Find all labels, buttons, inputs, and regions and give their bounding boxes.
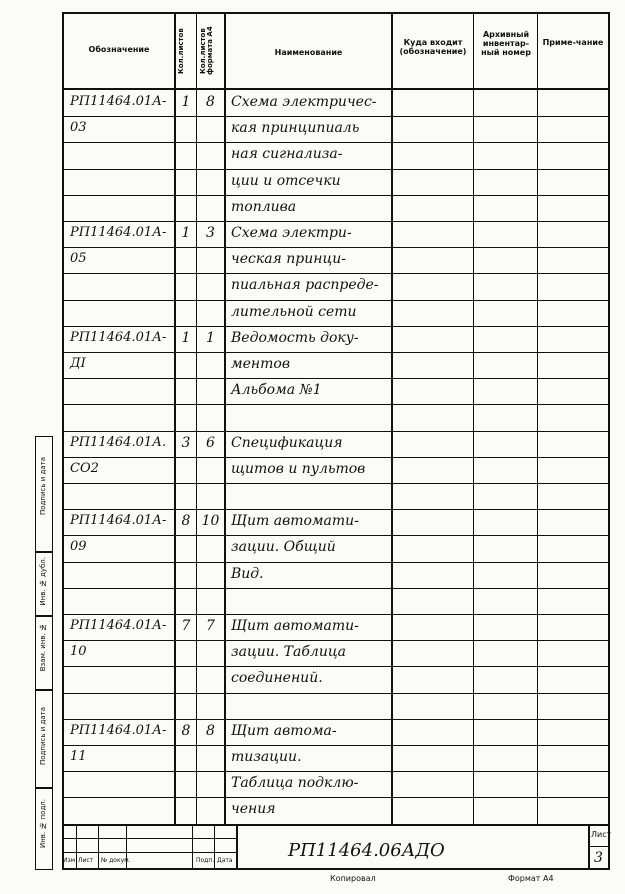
row-designation: РП11464.01А-	[70, 329, 167, 345]
stamp-designation: РП11464.06АДО	[288, 840, 445, 861]
row-rule	[62, 169, 610, 170]
row-rule	[62, 562, 610, 563]
row-designation: РП11464.01А-	[70, 513, 167, 529]
stamp-line	[588, 846, 610, 847]
row-name: Альбома №1	[231, 382, 322, 399]
stamp-rule	[62, 838, 236, 839]
row-sheets-a4: 10	[201, 513, 220, 530]
row-name: Щит автома-	[231, 722, 337, 739]
header-archive: Архивный инвентар-ный номер	[481, 30, 531, 57]
stamp-line	[588, 824, 590, 870]
stamp-line	[76, 824, 77, 870]
row-sheets: 1	[181, 94, 191, 110]
row-name: лительной сети	[231, 303, 357, 320]
row-name: ции и отсечки	[231, 172, 341, 189]
row-rule	[62, 247, 610, 248]
row-designation: РП11464.01А-	[70, 225, 167, 240]
row-rule	[62, 326, 610, 327]
row-rule	[62, 745, 610, 746]
row-rule	[62, 431, 610, 432]
row-name: щитов и пультов	[231, 460, 366, 477]
side-box	[35, 788, 53, 870]
row-designation: РП11464.01А-	[70, 618, 167, 633]
row-sheets: 1	[181, 329, 191, 346]
row-rule	[62, 116, 610, 117]
row-name: ная сигнализа-	[231, 146, 343, 163]
row-name: Ведомость доку-	[231, 329, 359, 346]
stamp-sheet-label: Лист	[591, 830, 612, 839]
header-rule	[62, 88, 610, 90]
row-name: Щит автомати-	[231, 618, 359, 634]
row-rule	[62, 273, 610, 274]
row-designation: ДI	[70, 356, 86, 371]
side-label: Подпись и дата	[39, 457, 47, 515]
row-designation: РП11464.01А-	[70, 722, 167, 738]
row-name: зации. Общий	[231, 539, 336, 556]
row-rule	[62, 535, 610, 536]
row-name: кая принципиаль	[231, 120, 360, 137]
stamp-line	[192, 824, 193, 870]
row-designation: РП11464.01А.	[70, 434, 167, 450]
row-rule	[62, 719, 610, 720]
row-name: Спецификация	[231, 434, 343, 451]
side-box	[35, 690, 53, 788]
row-rule	[62, 693, 610, 694]
row-name: Вид.	[231, 565, 264, 582]
stamp-col-label: Лист	[78, 857, 94, 864]
side-box	[35, 436, 53, 552]
header-note: Приме-чание	[542, 38, 604, 47]
row-name: зации. Таблица	[231, 644, 346, 661]
row-rule	[62, 483, 610, 484]
row-rule	[62, 509, 610, 510]
col-line	[224, 12, 226, 824]
row-name: Схема электричес-	[231, 94, 377, 110]
col-line	[174, 12, 176, 824]
row-rule	[62, 378, 610, 379]
row-sheets-a4: 8	[206, 722, 215, 739]
row-rule	[62, 404, 610, 405]
row-designation: 05	[70, 251, 87, 267]
row-sheets-a4: 6	[206, 434, 215, 451]
row-name: Таблица подклю-	[231, 775, 359, 792]
row-rule	[62, 300, 610, 301]
row-rule	[62, 221, 610, 222]
row-rule	[62, 666, 610, 667]
side-box	[35, 616, 53, 690]
footer-copied: Копировал	[330, 874, 376, 883]
row-sheets: 3	[181, 434, 191, 451]
row-name: пиальная распреде-	[231, 277, 379, 294]
header-designation: Обозначение	[88, 45, 150, 54]
row-rule	[62, 588, 610, 589]
row-sheets: 7	[181, 618, 191, 634]
row-rule	[62, 457, 610, 458]
stamp-line	[236, 824, 238, 870]
row-rule	[62, 797, 610, 798]
stamp-col-label: Дата	[217, 857, 233, 864]
side-label: Взам. инв. №	[39, 623, 47, 672]
row-name: чения	[231, 801, 276, 818]
side-box	[35, 552, 53, 616]
row-sheets-a4: 1	[206, 329, 215, 346]
row-sheets-a4: 8	[206, 94, 215, 110]
col-line	[473, 12, 474, 824]
row-rule	[62, 195, 610, 196]
col-line	[196, 12, 197, 824]
stamp-col-label: Изм	[63, 857, 76, 864]
row-rule	[62, 771, 610, 772]
row-designation: 11	[70, 749, 87, 764]
row-rule	[62, 614, 610, 615]
row-designation: 03	[70, 120, 87, 136]
side-label: Подпись и дата	[39, 707, 47, 765]
stamp-col-label: Подп.	[196, 857, 215, 864]
row-name: Щит автомати-	[231, 513, 359, 530]
header-where: Куда входит (обозначение)	[399, 38, 467, 56]
row-sheets-a4: 3	[206, 225, 215, 241]
row-designation: 09	[70, 539, 87, 555]
row-sheets: 1	[181, 225, 191, 241]
header-sheets: Кол.листов	[177, 28, 185, 74]
row-rule	[62, 142, 610, 143]
row-sheets: 8	[181, 513, 191, 530]
row-name: соединений.	[231, 670, 323, 687]
col-line	[537, 12, 538, 824]
row-designation: 10	[70, 644, 87, 660]
side-label: Инв. № дубл.	[39, 557, 47, 606]
footer-format: Формат А4	[508, 874, 554, 883]
row-name: топлива	[231, 198, 297, 215]
stamp-sheet-number: 3	[594, 850, 603, 866]
stamp-rule	[62, 824, 610, 826]
row-name: ментов	[231, 356, 290, 372]
header-name: Наименование	[274, 48, 343, 57]
stamp-rule	[62, 852, 236, 853]
row-sheets: 8	[181, 722, 191, 739]
row-rule	[62, 640, 610, 641]
row-name: Схема электри-	[231, 225, 352, 241]
stamp-col-label: № докум.	[101, 857, 131, 864]
row-rule	[62, 352, 610, 353]
stamp-line	[98, 824, 99, 870]
row-designation: РП11464.01А-	[70, 94, 167, 109]
col-line	[391, 12, 393, 824]
row-name: тизации.	[231, 749, 302, 765]
row-sheets-a4: 7	[206, 618, 215, 634]
header-sheets-a4: Кол.листов формата А4	[199, 26, 214, 76]
side-label: Инв. № подл.	[39, 799, 47, 849]
row-name: ческая принци-	[231, 251, 346, 268]
row-designation: СО2	[70, 460, 99, 476]
